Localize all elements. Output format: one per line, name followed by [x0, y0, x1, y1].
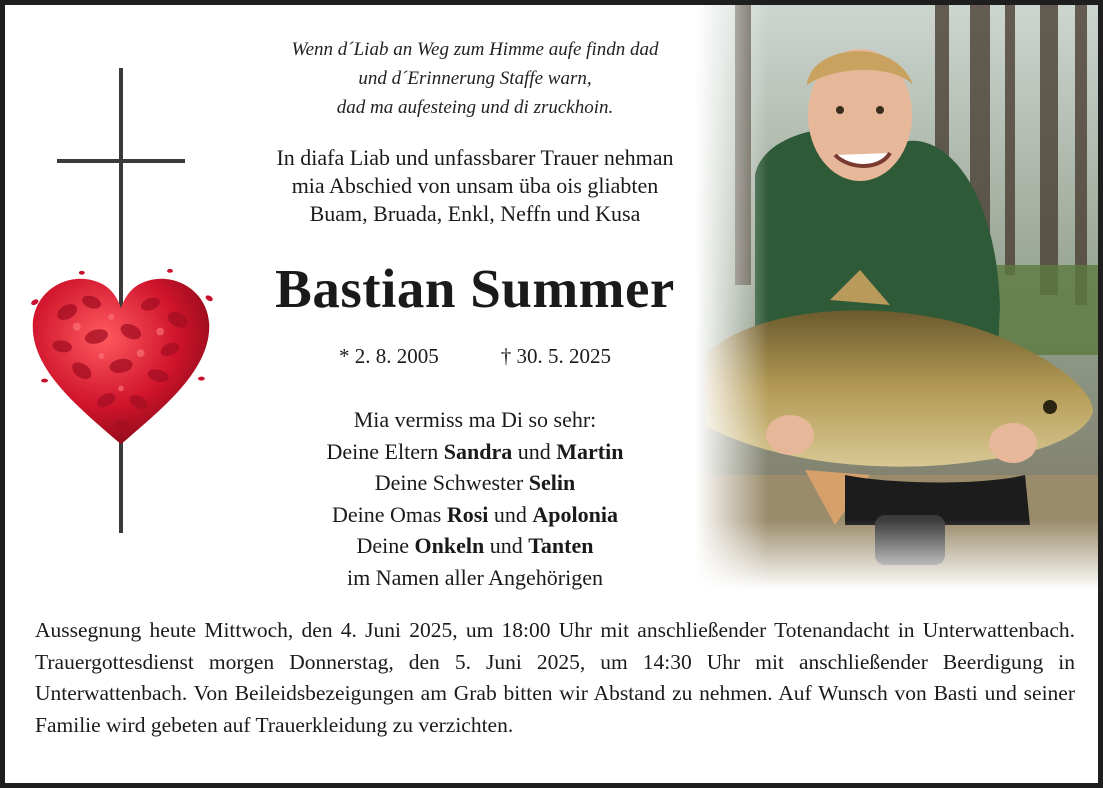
signature-closing: im Namen aller Angehörigen	[347, 564, 603, 590]
verse-line-1: Wenn d´Liab an Weg zum Himme aufe findn dad	[291, 39, 659, 60]
deceased-name: Bastian Summer	[275, 258, 675, 319]
signature-relatives: Deine Onkeln und Tanten	[356, 533, 594, 558]
death-date: † 30. 5. 2025	[500, 344, 611, 368]
intro-line-3: Buam, Bruada, Enkl, Neffn und Kusa	[309, 201, 641, 226]
funeral-details: Aussegnung heute Mittwoch, den 4. Juni 2025, um 18:00 Uhr mit anschließender Totenandacht in Unterwattenbach. Trauergottesdienst morgen Donnerstag, den 5. Juni 2025, um 14:30 Uhr mit anschließender Beerdigung in Unterwattenbach. Von Beileidsbezeigungen am Grab bitten wir Abstand zu nehmen. Auf Wunsch von Basti und seiner Familie wird gebeten auf Trauerkleidung zu verzichten.	[35, 618, 1075, 737]
birth-date: * 2. 8. 2005	[339, 344, 439, 368]
portrait-photo	[695, 5, 1103, 590]
intro-text	[225, 144, 725, 228]
intro-line-1: In diafa Liab und unfassbarer Trauer nehman	[276, 145, 674, 170]
verse-line-2: und d´Erinnerung Staffe warn,	[358, 68, 592, 89]
verse	[225, 35, 725, 122]
signature-intro: Mia vermiss ma Di so sehr:	[353, 407, 597, 432]
signature-parents: Deine Eltern Sandra und Martin	[326, 438, 624, 464]
signature-sister: Deine Schwester Selin	[374, 470, 576, 495]
life-dates	[225, 341, 725, 371]
verse-line-3: dad ma aufesteing und di zruckhoin.	[336, 97, 614, 118]
signatures	[225, 404, 725, 593]
intro-line-2: mia Abschied von unsam üba ois gliabten	[291, 173, 659, 198]
rose-petal-heart-icon	[23, 263, 219, 459]
signature-grandmas: Deine Omas Rosi und Apolonia	[331, 501, 618, 527]
cross-icon-bar	[57, 159, 185, 163]
